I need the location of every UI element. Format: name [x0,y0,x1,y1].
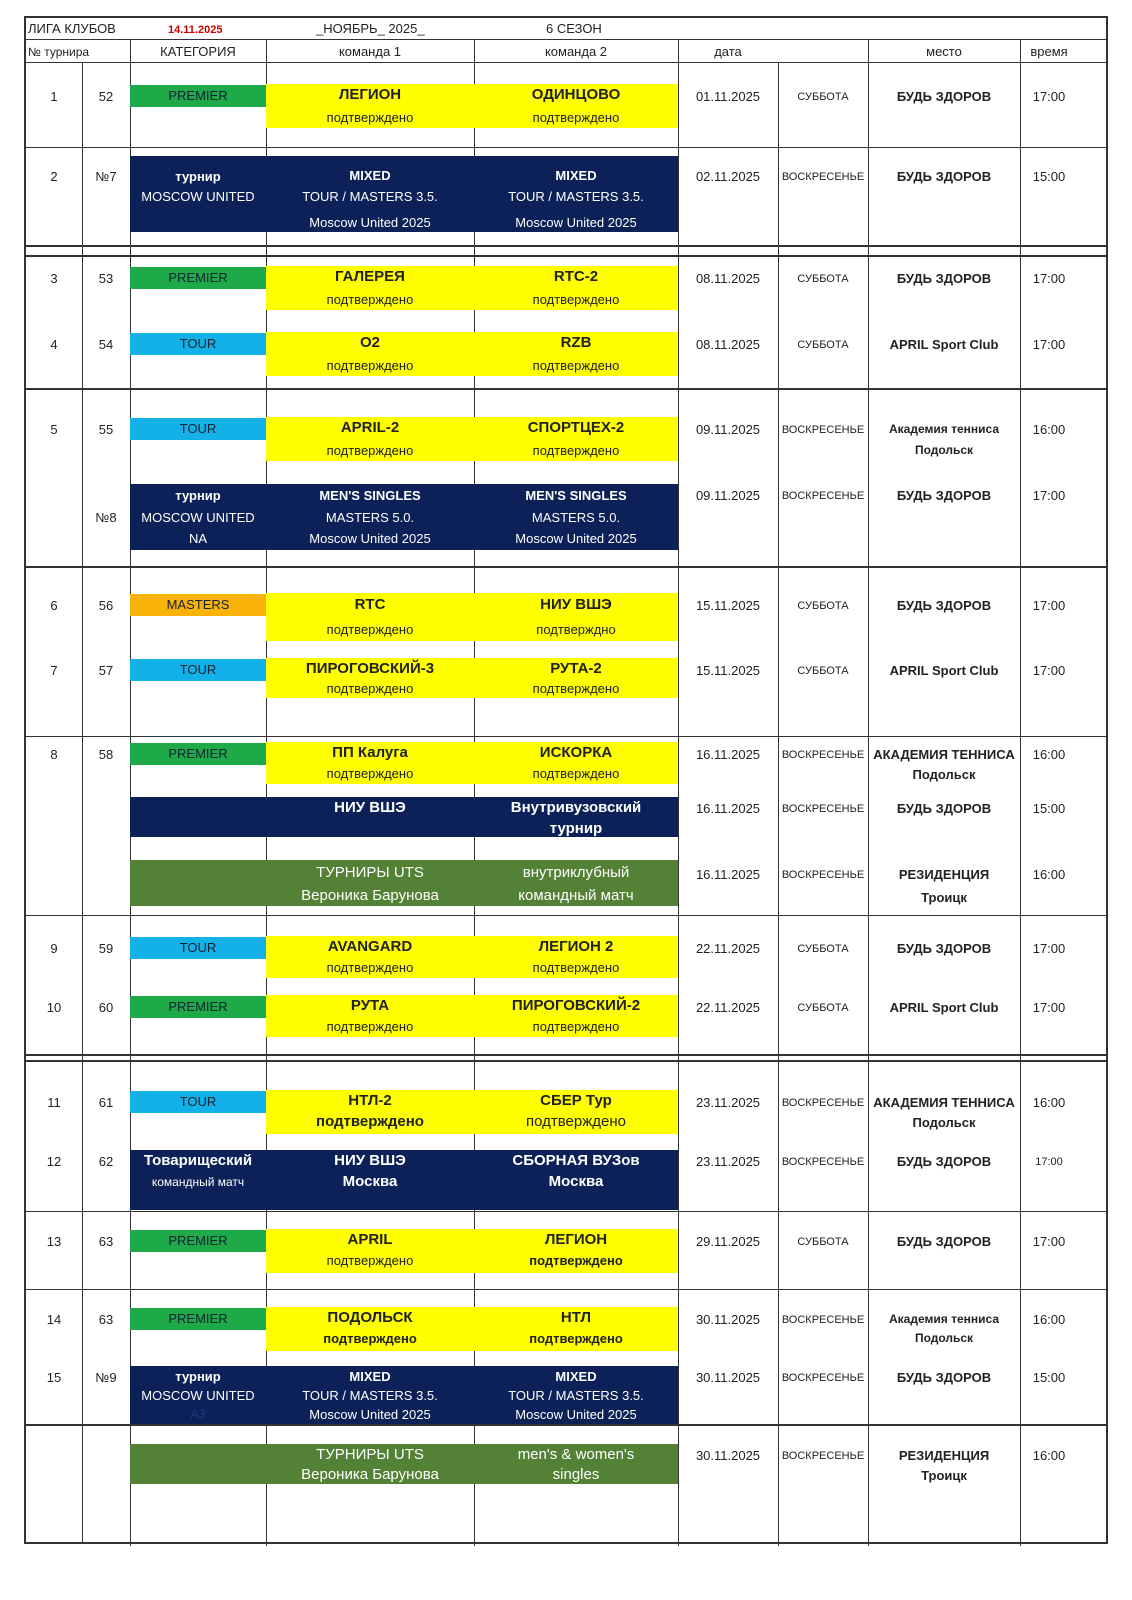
row-number: 12 [46,1154,62,1169]
category-badge: TOUR [130,1091,266,1113]
team2-name: СПОРТЦЕХ-2 [527,419,625,436]
rule [26,245,1106,247]
team2-status: подтверждено [529,1253,623,1268]
category-badge: PREMIER [130,743,266,765]
col-time-header: время [1030,44,1068,59]
team2-name: СБОРНАЯ ВУЗов [512,1152,640,1169]
match-place: БУДЬ ЗДОРОВ [896,271,992,286]
match-date: 22.11.2025 [695,1000,761,1015]
team2-name: ИСКОРКА [539,744,613,761]
team1-status: подтверждено [323,1331,417,1346]
category-badge: TOUR [130,659,266,681]
team2-status: подтверждено [529,1331,623,1346]
rule [26,1289,1106,1290]
match-day: ВОСКРЕСЕНЬЕ [781,803,865,815]
match-date: 23.11.2025 [695,1154,761,1169]
match-id: 53 [98,271,114,286]
match-date: 29.11.2025 [695,1234,761,1249]
match-date: 16.11.2025 [695,867,761,882]
team1-name: РУТА [350,997,390,1014]
team1-status: подтверждено [326,443,414,458]
rule [26,255,1106,257]
team2-name: RZB [560,334,592,351]
rule [26,1424,1106,1426]
match-place-city: Подольск [912,1115,976,1130]
team2-subtitle: singles [552,1466,600,1483]
match-place-city: Троицк [921,890,967,905]
match-place: APRIL Sport Club [889,1000,999,1015]
row-number: 3 [50,271,58,286]
team1-city: Москва [342,1173,398,1190]
match-time: 15:00 [1032,801,1066,816]
team1-status: подтверждено [326,1253,414,1268]
rule [26,62,1106,63]
row-number: 14 [46,1312,62,1327]
match-id: 60 [98,1000,114,1015]
match-id: №9 [95,1370,117,1385]
rule [26,388,1106,390]
rule [82,1422,83,1542]
match-place-city: Подольск [914,443,974,457]
match-place: БУДЬ ЗДОРОВ [896,89,992,104]
team2-name: men's & women's [517,1446,635,1463]
match-day: ВОСКРЕСЕНЬЕ [781,749,865,761]
team1-status: подтверждено [326,681,414,696]
team1-name: ПИРОГОВСКИЙ-3 [305,660,435,677]
match-date: 30.11.2025 [695,1312,761,1327]
team2-status: подтверждно [536,622,616,637]
team1-name: O2 [359,334,380,351]
match-time: 17:00 [1032,89,1066,104]
match-place: БУДЬ ЗДОРОВ [896,801,992,816]
match-day: СУББОТА [797,91,849,103]
tournament-label: турнир [175,488,221,503]
match-date: 09.11.2025 [695,422,761,437]
row-number: 10 [46,1000,62,1015]
match-day: ВОСКРЕСЕНЬЕ [781,1450,865,1462]
match-day: СУББОТА [797,273,849,285]
tournament-code: A3 [190,1407,206,1421]
match-place: АКАДЕМИЯ ТЕННИСА [873,1095,1015,1110]
rule [26,566,1106,568]
row-number: 11 [47,1095,61,1110]
team2-name: ЛЕГИОН 2 [538,938,614,955]
team2-status: подтверждено [532,110,620,125]
match-time: 16:00 [1032,1312,1066,1327]
team1-status: подтверждено [326,110,414,125]
team2-level: TOUR / MASTERS 3.5. [508,189,644,204]
match-id: 62 [98,1154,114,1169]
category-badge: TOUR [130,418,266,440]
team1-name: ПП Калуга [332,744,408,761]
team1-name: НИУ ВШЭ [334,799,406,816]
team1-status: подтверждено [326,960,414,975]
match-date: 15.11.2025 [695,598,761,613]
match-place: БУДЬ ЗДОРОВ [896,169,992,184]
team2-status: подтверждено [526,1113,626,1130]
rule [26,736,1106,737]
team2-name: РУТА-2 [550,660,602,677]
row-number: 6 [50,598,58,613]
tournament-org: MOSCOW UNITED [141,510,255,525]
team1-name: MEN'S SINGLES [319,488,421,503]
rule [26,39,1106,40]
team1-status: подтверждено [316,1113,424,1130]
month-title: _НОЯБРЬ_ 2025_ [316,21,425,36]
team2-city: Москва [548,1173,604,1190]
rule [26,1054,1106,1056]
row-number: 4 [50,337,58,352]
match-time: 15:00 [1032,169,1066,184]
tournament-label: турнир [175,169,221,184]
team1-name: APRIL [347,1231,393,1248]
rule [26,1060,1106,1062]
team2-status: подтверждено [532,292,620,307]
match-id: №7 [95,169,117,184]
rule [26,1211,1106,1212]
match-day: СУББОТА [797,1236,849,1248]
match-time: 16:00 [1032,867,1066,882]
team2-name: ПИРОГОВСКИЙ-2 [511,997,641,1014]
match-id: 59 [98,941,114,956]
match-date: 23.11.2025 [695,1095,761,1110]
match-date: 16.11.2025 [695,747,761,762]
match-id: 52 [98,89,114,104]
rule [26,147,1106,148]
match-id: 54 [98,337,114,352]
match-time: 17:00 [1032,1234,1066,1249]
match-day: ВОСКРЕСЕНЬЕ [781,424,865,436]
team1-name: APRIL-2 [340,419,400,436]
team1-event: Moscow United 2025 [309,215,431,230]
team1-event: Moscow United 2025 [309,1407,431,1422]
team2-status: подтверждено [532,960,620,975]
category-badge: TOUR [130,333,266,355]
team2-subtitle: командный матч [518,887,634,904]
team1-name: MIXED [349,1369,391,1384]
team1-status: подтверждено [326,1019,414,1034]
team2-status: подтверждено [532,443,620,458]
team2-name: RTC-2 [553,268,599,285]
team2-status: подтверждено [532,766,620,781]
rule [26,915,1106,916]
row-number: 9 [50,941,58,956]
team2-event: Moscow United 2025 [515,1407,637,1422]
match-id: 56 [98,598,114,613]
match-place: БУДЬ ЗДОРОВ [896,598,992,613]
team1-name: ГАЛЕРЕЯ [335,268,405,285]
col-cat-header: КАТЕГОРИЯ [160,44,236,59]
match-time: 16:00 [1032,1095,1066,1110]
team1-status: подтверждено [326,622,414,637]
match-place: APRIL Sport Club [889,663,999,678]
row-number: 1 [50,89,58,104]
category-badge: PREMIER [130,996,266,1018]
team2-name: MEN'S SINGLES [525,488,627,503]
match-time: 17:00 [1032,663,1066,678]
col-team1-header: команда 1 [338,44,402,59]
match-time: 15:00 [1032,1370,1066,1385]
match-day: СУББОТА [797,1002,849,1014]
match-id: 61 [98,1095,114,1110]
match-date: 01.11.2025 [695,89,761,104]
row-number: 5 [50,422,58,437]
match-id: 63 [98,1234,114,1249]
team2-status: подтверждено [532,358,620,373]
team1-name: ПОДОЛЬСК [327,1309,413,1326]
team1-organizer: Вероника Барунова [301,887,439,904]
team2-name: MIXED [555,1369,597,1384]
match-date: 16.11.2025 [695,801,761,816]
match-place: Академия тенниса [889,1312,999,1326]
match-place: БУДЬ ЗДОРОВ [896,1370,992,1385]
team2-name: НИУ ВШЭ [540,596,612,613]
team1-name: НТЛ-2 [348,1092,392,1109]
row-number: 8 [50,747,58,762]
team1-name: ТУРНИРЫ UTS [316,1446,424,1463]
match-place: APRIL Sport Club [889,337,999,352]
match-place: АКАДЕМИЯ ТЕННИСА [873,747,1015,762]
category-badge: PREMIER [130,1308,266,1330]
col-num-header: № турнира [28,45,90,59]
match-date: 30.11.2025 [695,1448,761,1463]
match-day: ВОСКРЕСЕНЬЕ [781,1097,865,1109]
match-date: 08.11.2025 [695,337,761,352]
team1-name: MIXED [349,168,391,183]
match-id: 57 [98,663,114,678]
match-place: РЕЗИДЕНЦИЯ [898,1448,990,1463]
team2-event: Moscow United 2025 [515,531,637,546]
match-date: 02.11.2025 [695,169,761,184]
match-day: ВОСКРЕСЕНЬЕ [781,171,865,183]
match-date: 30.11.2025 [695,1370,761,1385]
match-time: 17:00 [1032,598,1066,613]
team1-level: MASTERS 5.0. [325,510,415,525]
match-place: Академия тенниса [889,422,999,436]
friendly-subtitle: командный матч [151,1175,245,1189]
team1-event: Moscow United 2025 [309,531,431,546]
tournament-org: MOSCOW UNITED [141,189,255,204]
category-badge: TOUR [130,937,266,959]
col-date-header: дата [714,44,742,59]
match-day: СУББОТА [797,600,849,612]
team2-name: ЛЕГИОН [544,1231,608,1248]
team1-status: подтверждено [326,358,414,373]
match-place-city: Подольск [914,1331,974,1345]
match-day: ВОСКРЕСЕНЬЕ [781,869,865,881]
issue-date: 14.11.2025 [168,24,223,36]
match-time: 16:00 [1032,1448,1066,1463]
league-title: ЛИГА КЛУБОВ [28,21,116,36]
team1-name: ТУРНИРЫ UTS [316,864,424,881]
row-number: 15 [46,1370,62,1385]
row-number: 2 [50,169,58,184]
match-day: ВОСКРЕСЕНЬЕ [781,1314,865,1326]
team2-event: Moscow United 2025 [515,215,637,230]
match-id: №8 [95,510,117,525]
row-number: 7 [50,663,58,678]
match-date: 15.11.2025 [695,663,761,678]
match-day: СУББОТА [797,665,849,677]
match-time: 17:00 [1032,941,1066,956]
match-time: 17:00 [1032,271,1066,286]
match-place-city: Подольск [912,767,976,782]
match-id: 63 [98,1312,114,1327]
match-date: 22.11.2025 [695,941,761,956]
match-date: 08.11.2025 [695,271,761,286]
match-place: РЕЗИДЕНЦИЯ [898,867,990,882]
friendly-label: Товарищеский [143,1152,253,1169]
team1-status: подтверждено [326,292,414,307]
col-team2-header: команда 2 [544,44,608,59]
category-badge: PREMIER [130,85,266,107]
schedule-sheet [24,16,1108,1544]
match-time: 17:00 [1032,488,1066,503]
match-place: БУДЬ ЗДОРОВ [896,941,992,956]
category-badge: MASTERS [130,594,266,616]
match-place: БУДЬ ЗДОРОВ [896,1234,992,1249]
category-badge: PREMIER [130,1230,266,1252]
team2-status: подтверждено [532,1019,620,1034]
match-day: СУББОТА [797,339,849,351]
team2-level: MASTERS 5.0. [531,510,621,525]
category-badge: PREMIER [130,267,266,289]
team1-level: TOUR / MASTERS 3.5. [302,1388,438,1403]
match-time: 17:00 [1032,1000,1066,1015]
match-place: БУДЬ ЗДОРОВ [896,1154,992,1169]
match-time: 16:00 [1032,422,1066,437]
tournament-code: NA [188,531,208,546]
row-number: 13 [46,1234,62,1249]
match-day: ВОСКРЕСЕНЬЕ [781,490,865,502]
team2-level: TOUR / MASTERS 3.5. [508,1388,644,1403]
team2-status: подтверждено [532,681,620,696]
team2-subtitle: турнир [549,820,603,837]
team2-name: НТЛ [560,1309,592,1326]
match-day: ВОСКРЕСЕНЬЕ [781,1156,865,1168]
match-date: 09.11.2025 [695,488,761,503]
match-place: БУДЬ ЗДОРОВ [896,488,992,503]
team2-name: внутриклубный [522,864,630,881]
team2-name: Внутривузовский [510,799,642,816]
team1-organizer: Вероника Барунова [301,1466,439,1483]
team2-name: ОДИНЦОВО [531,86,621,103]
team1-name: ЛЕГИОН [338,86,402,103]
team2-name: MIXED [555,168,597,183]
team1-name: НИУ ВШЭ [334,1152,406,1169]
match-place-city: Троицк [921,1468,967,1483]
team1-level: TOUR / MASTERS 3.5. [302,189,438,204]
match-id: 55 [98,422,114,437]
team1-name: AVANGARD [327,938,413,955]
team1-name: RTC [354,596,386,613]
team2-name: СБЕР Тур [540,1092,612,1109]
tournament-label: турнир [175,1369,221,1384]
col-place-header: место [926,44,962,59]
tournament-org: MOSCOW UNITED [141,1388,255,1403]
match-time: 16:00 [1032,747,1066,762]
season-title: 6 СЕЗОН [546,21,602,36]
match-day: СУББОТА [797,943,849,955]
match-time: 17:00 [1035,1156,1063,1168]
match-time: 17:00 [1032,337,1066,352]
match-day: ВОСКРЕСЕНЬЕ [781,1372,865,1384]
match-id: 58 [98,747,114,762]
team1-status: подтверждено [326,766,414,781]
